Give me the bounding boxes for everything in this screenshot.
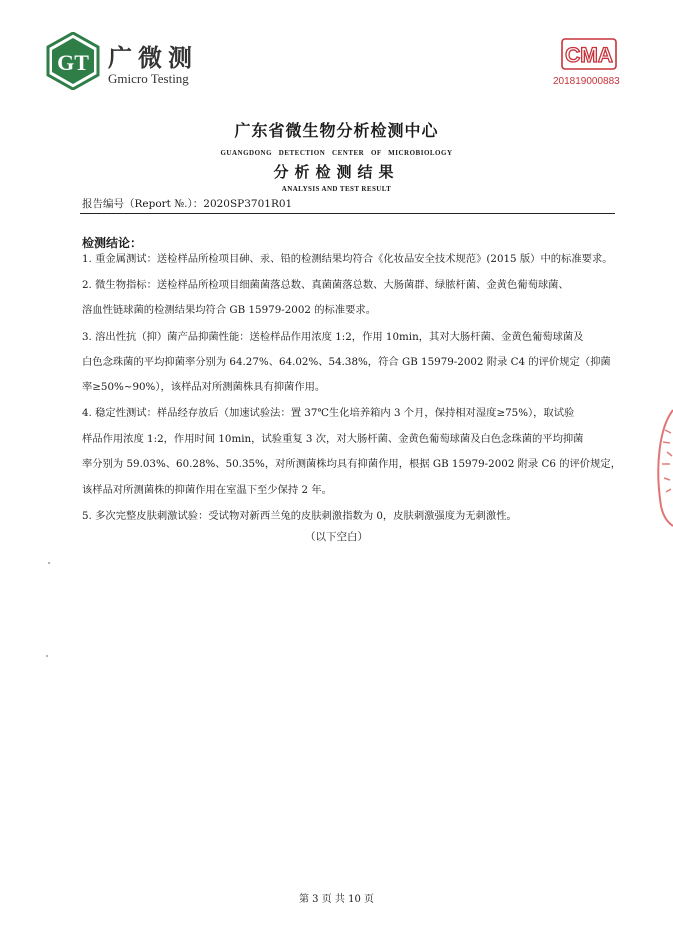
scan-speck [48, 562, 50, 564]
brand-name-cn: 广微测 [108, 44, 198, 72]
page-number-footer: 第 3 页 共 10 页 [299, 894, 374, 905]
conclusion-line: 2. 微生物指标：送检样品所检项目细菌菌落总数、真菌菌落总数、大肠菌群、绿脓杆菌、金黄色葡萄球菌、 [82, 279, 569, 291]
cma-number: 201819000883 [553, 76, 620, 87]
conclusion-line: 白色念珠菌的平均抑菌率分别为 64.27%、64.02%、54.38%，符合 GB 15979-2002 附录 C4 的评价规定（抑菌 [82, 356, 611, 368]
conclusion-line: 4. 稳定性测试：样品经存放后（加速试验法：置 37℃生化培养箱内 3 个月，保持相对湿度≥75%），取试验 [82, 407, 575, 419]
conclusion-line: 该样品对所测菌株的抑菌作用在室温下至少保持 2 年。 [82, 484, 332, 496]
gt-hexagon-logo-icon [44, 32, 102, 90]
cma-seal-icon [561, 38, 617, 70]
header-divider [80, 213, 615, 214]
seal-stamp-icon [651, 408, 673, 528]
logo-letters: GT [57, 50, 89, 75]
conclusion-line: 样品作用浓度 1:2，作用时间 10min，试验重复 3 次，对大肠杆菌、金黄色葡萄球菌及白色念珠菌的平均抑菌 [82, 433, 584, 445]
org-name-en: GUANGDONG DETECTION CENTER OF MICROBIOLOGY [220, 149, 453, 157]
conclusion-line: 率≥50%~90%），该样品对所测菌株具有抑菌作用。 [82, 381, 326, 393]
report-number-label: 报告编号（Report №.）： [82, 198, 204, 210]
cma-certification [553, 38, 623, 94]
scan-speck [46, 655, 48, 657]
org-name-cn: 广东省微生物分析检测中心 [234, 121, 439, 140]
company-logo [44, 32, 204, 94]
doc-title-cn: 分析检测结果 [273, 163, 400, 181]
brand-name-en: Gmicro Testing [108, 71, 189, 86]
conclusion-line: 3. 溶出性抗（抑）菌产品抑菌性能：送检样品作用浓度 1:2，作用 10min，其对大肠杆菌、金黄色葡萄球菌及 [82, 331, 584, 343]
doc-title-en: ANALYSIS AND TEST RESULT [281, 185, 392, 193]
report-number-line [82, 196, 292, 211]
conclusion-line: 1. 重金属测试：送检样品所检项目砷、汞、铅的检测结果均符合《化妆品安全技术规范》(2015 版）中的标准要求。 [82, 253, 613, 265]
conclusion-line: 溶血性链球菌的检测结果均符合 GB 15979-2002 的标准要求。 [82, 304, 376, 316]
conclusion-heading: 检测结论： [82, 236, 143, 250]
conclusion-line: 5. 多次完整皮肤刺激试验：受试物对新西兰兔的皮肤刺激指数为 0，皮肤刺激强度为无刺激性。 [82, 510, 517, 522]
report-number-value: 2020SP3701R01 [203, 198, 293, 210]
conclusion-line: 率分别为 59.03%、60.28%、50.35%，对所测菌株均具有抑菌作用，根据 GB 15979-2002 附录 C6 的评价规定， [82, 458, 621, 470]
cma-mark: CMA [565, 44, 613, 67]
blank-below-note: （以下空白） [305, 531, 368, 543]
